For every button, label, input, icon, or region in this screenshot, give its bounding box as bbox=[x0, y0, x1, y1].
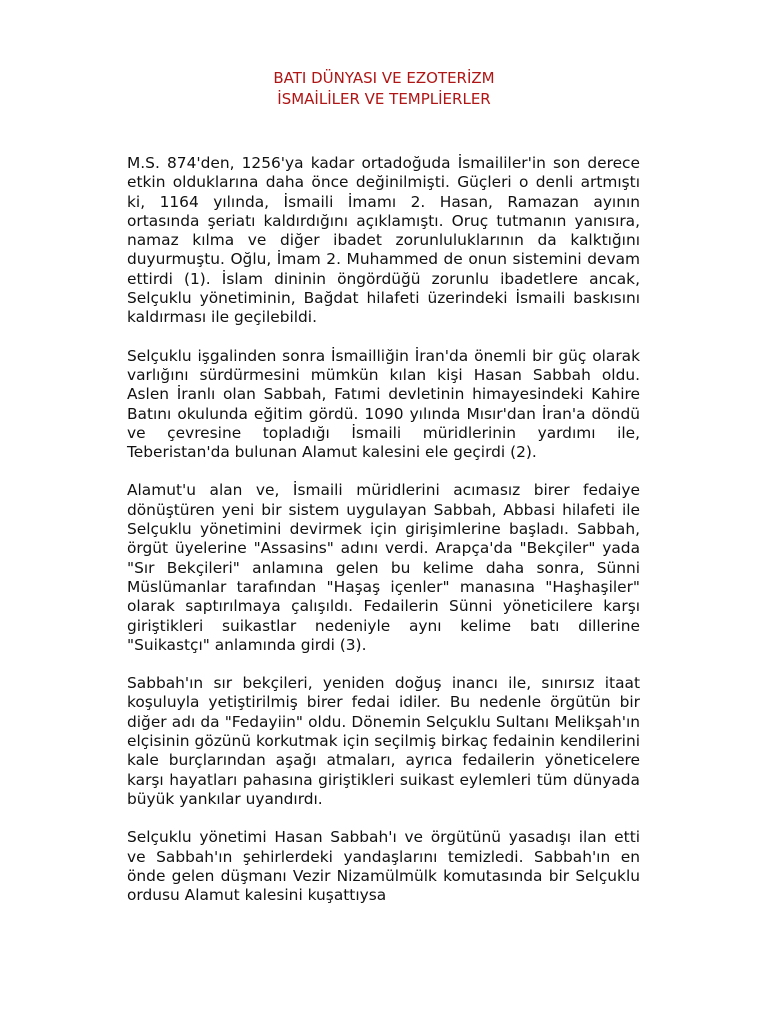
paragraph-3: Alamut'u alan ve, İsmaili müridlerini acımasız birer fedaiye dönüştüren yeni bir sistem uygulayan Sabbah, Abbasi hilafeti ile Selçuklu yönetimini devirmek için girişimlerine başladı. Sabbah, örgüt üyelerine "Assasins" adını verdi. Arapça'da "Bekçiler" yada "Sır Bekçileri" anlamına gelen bu kelime daha sonra, Sünni Müslümanlar tarafından "Haşaş içenler" manasına "Haşhaşiler" olarak saptırılmaya çalışıldı. Fedailerin Sünni yöneticilere karşı giriştikleri suikastlar nedeniyle aynı kelime batı dillerine "Suikastçı" anlamında girdi (3). bbox=[127, 481, 640, 654]
paragraph-2: Selçuklu işgalinden sonra İsmailliğin İran'da önemli bir güç olarak varlığını sürdürmesini mümkün kılan kişi Hasan Sabbah oldu. Aslen İranlı olan Sabbah, Fatımi devletinin himayesindeki Kahire Batını okulunda eğitim gördü. 1090 yılında Mısır'dan İran'a döndü ve çevresine topladığı İsmaili müridlerinin yardımı ile, Teberistan'da bulunan Alamut kalesini ele geçirdi (2). bbox=[127, 346, 640, 462]
title-line-1: BATI DÜNYASI VE EZOTERİZM bbox=[273, 69, 495, 87]
title-line-2: İSMAİLİLER VE TEMPLİERLER bbox=[277, 90, 491, 108]
document-title bbox=[0, 68, 768, 110]
paragraph-1: M.S. 874'den, 1256'ya kadar ortadoğuda İsmaililer'in son derece etkin olduklarına daha önce değinilmişti. Güçleri o denli artmıştı ki, 1164 yılında, İsmaili İmamı 2. Hasan, Ramazan ayının ortasında şeriatı kaldırdığını açıklamıştı. Oruç tutmanın yanısıra, namaz kılma ve diğer ibadet zorunluluklarının da kalktığını duyurmuştu. Oğlu, İmam 2. Muhammed de onun sistemini devam ettirdi (1). İslam dininin öngördüğü zorunlu ibadetlere ancak, Selçuklu yönetiminin, Bağdat hilafeti üzerindeki İsmaili baskısını kaldırması ile geçilebildi. bbox=[127, 154, 640, 327]
document-body bbox=[127, 154, 640, 905]
paragraph-4: Sabbah'ın sır bekçileri, yeniden doğuş inancı ile, sınırsız itaat koşuluyla yetiştirilmiş birer fedai idiler. Bu nedenle örgütün bir diğer adı da "Fedayiin" oldu. Dönemin Selçuklu Sultanı Melikşah'ın elçisinin gözünü korkutmak için seçilmiş birkaç fedainin kendilerini kale burçlarından aşağı atmaları, ayrıca fedailerin yöneticelere karşı hayatları pahasına giriştikleri suikast eylemleri tüm dünyada büyük yankılar uyandırdı. bbox=[127, 674, 640, 808]
paragraph-5: Selçuklu yönetimi Hasan Sabbah'ı ve örgütünü yasadışı ilan etti ve Sabbah'ın şehirlerdeki yandaşlarını temizledi. Sabbah'ın en önde gelen düşmanı Vezir Nizamülmülk komutasında bir Selçuklu ordusu Alamut kalesini kuşattıysa bbox=[127, 828, 640, 905]
